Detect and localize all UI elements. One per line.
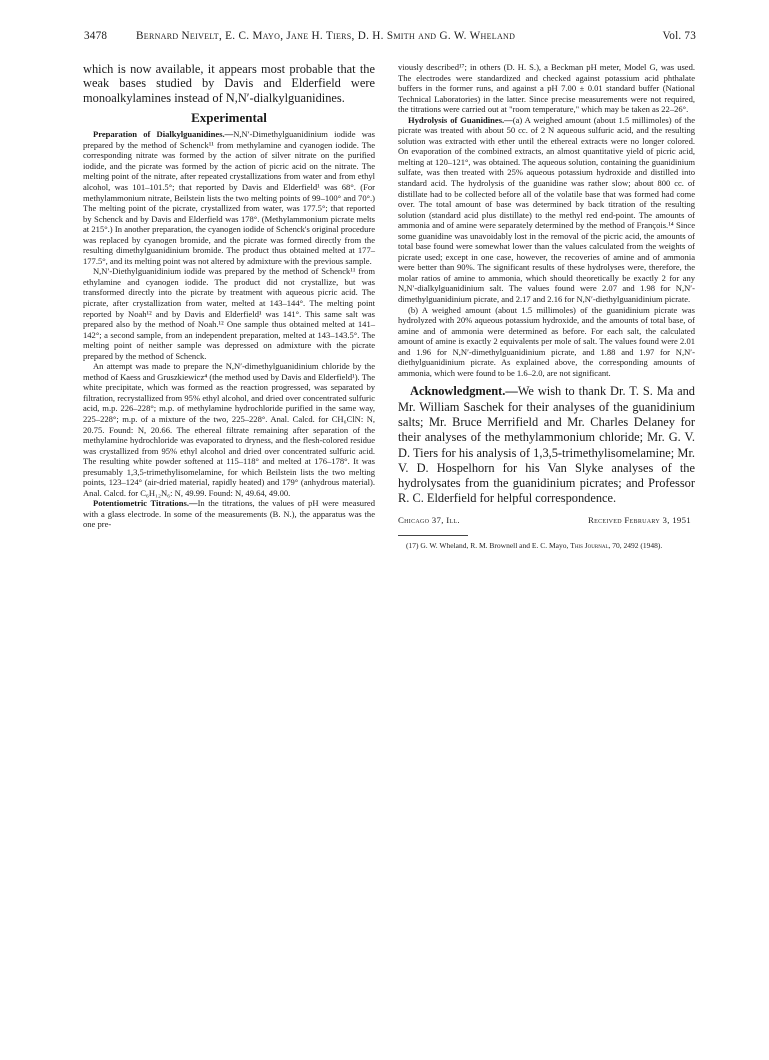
received-date: Received February 3, 1951 bbox=[587, 514, 691, 525]
footnote-citation: 70, 2492 (1948). bbox=[610, 540, 663, 550]
paragraph-hydrolysis-a bbox=[398, 115, 695, 305]
signature-line bbox=[398, 515, 695, 527]
footnote bbox=[398, 541, 695, 551]
paragraph-hydrolysis-b: (b) A weighed amount (about 1.5 millimoles) of the guanidinium picrate was hydrolyzed with 20% aqueous potassium hydroxide, and the amounts of total base, of amine and of ammonia were determined as before. For each salt, the calculated amount of amine is exactly 2 equivalents per mole of salt. The values found were 2.01 and 1.96 for N,N′-dimethylguanidinium picrate, and 1.88 and 1.97 for N,N′-diethylguanidinium picrate. As explained above, the corresponding amounts of ammonia, which were found to be 1.6–2.0, are not significant. bbox=[398, 304, 695, 378]
paragraph-dialkylguanidines bbox=[83, 129, 375, 266]
header-authors: Bernard Neivelt, E. C. Mayo, Jane H. Tiers, D. H. Smith and G. W. Wheland bbox=[136, 30, 516, 42]
footnote-text: (17) G. W. Wheland, R. M. Brownell and E. C. Mayo, bbox=[406, 540, 571, 550]
paragraph-titrations-cont: viously described¹⁷; in others (D. H. S.), a Beckman pH meter, Model G, was used. The electrodes were standardized and checked against potassium acid phthalate buffers in the former runs, and against a pH 7.00 ± 0.01 standard buffer (National Technical Laboratories) in the latter. Since precise measurements were not required, the titrations were carried out at "room temperature," which may be taken as 22–26°. bbox=[398, 62, 695, 115]
journal-name: This Journal, bbox=[570, 540, 611, 550]
paragraph-text: (a) A weighed amount (about 1.5 millimoles) of the picrate was treated with about 50 cc. of 2 N aqueous sulfuric acid, and the resulting solution was extracted with ether until the ethereal extracts were no longer colored. On evaporation of the combined extracts, an almost quantitative yield of picric acid, melting at 120–121°, was obtained. The aqueous solution, containing the guanidinium sulfate, was then treated with 25% aqueous potassium hydroxide and distilled into standard acid. The hydrolysis of the guanidine was rather slow; about 800 cc. of distillate had to be collected before all of the volatile base that was formed had come over. The total amount of base was determined by back titration of the resulting solution (standard acid plus distillate) to the methyl red end-point. The amounts of ammonia and of amine were separately determined by the method of François.¹⁴ Since some guanidine was unavoidably lost in the removal of the picric acid, the amounts of total base found were somewhat lower than the values calculated from the weights of picrate used; except in one case, however, the recoveries of amine and of ammonia were better than 90%. The significant results of these hydrolyses were, therefore, the molar ratios of amine to ammonia, which should theoretically be exactly 2 for any N,N′-dialkylguanidinium salt. The values found were 2.07 and 1.98 for N,N′-dimethylguanidinium picrate, and 2.17 and 2.16 for N,N′-diethylguanidinium picrate. bbox=[398, 114, 695, 305]
paragraph-chloride-attempt: An attempt was made to prepare the N,N′-dimethylguanidinium chloride by the method of Kaess and Gruszkiewicz⁴ (the method used by Davis and Elderfield¹). The white precipitate, which was formed as the reaction progressed, was separated by filtration, recrystallized from 95% ethyl alcohol, and dried over concentrated sulfuric acid, m.p. 226–228°; m.p. of methylamine hydrochloride purified in the same way, 225–228°; m.p. of a mixture of the two, 225–228°. Anal. Calcd. for CH₆ClN: N, 20.75. Found: N, 20.66. The ethereal filtrate remaining after separation of the methylamine hydrochloride was evaporated to dryness, and the flesh-colored residue was crystallized from 95% ethyl alcohol and dried over concentrated sulfuric acid. The resulting white powder softened at 115–118° and melted at 176–178°. It was presumably 1,3,5-trimethylisomelamine, for which Beilstein lists the two melting points, 123–124° (air-dried material, rapidly heated) and 179° (anhydrous material). Anal. Calcd. for C₆H₁₂N₆: N, 49.99. Found: N, 49.64, 49.00. bbox=[83, 361, 375, 498]
run-in-heading: Preparation of Dialkylguanidines.— bbox=[93, 129, 234, 140]
city: Chicago 37, Ill. bbox=[398, 514, 460, 525]
section-heading: Experimental bbox=[191, 110, 267, 126]
acknowledgment bbox=[398, 384, 695, 506]
intro-paragraph: which is now available, it appears most probable that the weak bases studied by Davis and Elderfield were monoalkylamines instead of N,N′-dialkylguanidines. bbox=[83, 62, 375, 105]
page-number: 3478 bbox=[84, 30, 108, 42]
right-column bbox=[398, 62, 695, 551]
acknowledgment-text: We wish to thank Dr. T. S. Ma and Mr. William Saschek for their analyses of the guanidinium salts; Mr. Bruce Merrifield and Mr. Charles Delaney for their analyses of the methylammonium chloride; Mr. G. V. D. Tiers for his analysis of 1,3,5-trimethylisomelamine; Mr. V. D. Hospelhorn for his Van Slyke analyses of the hydrolysates from the guanidinium picrates; and Professor R. C. Elderfield for helpful correspondence. bbox=[398, 384, 695, 506]
paragraph-text: In the titrations, the values of pH were measured with a glass electrode. In some of the measurements (B. N.), the apparatus was the one pre- bbox=[83, 498, 375, 530]
footnote-rule bbox=[398, 535, 468, 536]
run-in-heading: Hydrolysis of Guanidines.— bbox=[408, 114, 513, 125]
paragraph-titrations bbox=[83, 498, 375, 530]
run-in-heading: Acknowledgment.— bbox=[410, 384, 518, 399]
volume-label: Vol. 73 bbox=[662, 30, 696, 42]
paragraph-diethyl: N,N′-Diethylguanidinium iodide was prepared by the method of Schenck¹¹ from ethylamine and cyanogen iodide. The product did not crystallize, but was transformed directly into the picrate by treatment with aqueous picric acid. The picrate, after crystallization from water, melted at 143–144°. The melting point reported by Noah¹² and by Davis and Elderfield¹ was 141°. This same salt was prepared also by the method of Noah.¹² One sample thus obtained melted at 141–142°; a second sample, from an independent preparation, melted at 143–143.5°. The melting point of neither sample was depressed on admixture with the picrate prepared by the method of Schenck. bbox=[83, 266, 375, 361]
running-header bbox=[84, 30, 696, 46]
paragraph-text: N,N′-Dimethylguanidinium iodide was prepared by the method of Schenck¹¹ from methylamine and cyanogen iodide. The corresponding nitrate was formed by the action of silver nitrate on the purified iodide, and the picrate was formed by the action of picric acid on the nitrate. The melting point of the nitrate, after repeated crystallizations from water and from ethyl alcohol, was 101–101.5°; that reported by Davis and Elderfield¹ was 68°. (For methylammonium nitrate, Beilstein lists the two melting points of 99–100° and 70°.) The melting point of the picrate, crystallized from water, was 177.5°; that reported by Schenck and by Davis and Elderfield was 178°. (Methylammonium picrate melts at 215°.) In another preparation, the cyanogen iodide of Schenck's original procedure was replaced by cyanogen bromide, and the picrate was formed directly from the resulting dimethylguanidinium bromide. The product thus obtained melted at 177–177.5°, and its melting point was not altered by admixture with the previous sample. bbox=[83, 129, 375, 266]
left-column bbox=[83, 62, 375, 530]
run-in-heading: Potentiometric Titrations.— bbox=[93, 498, 198, 509]
